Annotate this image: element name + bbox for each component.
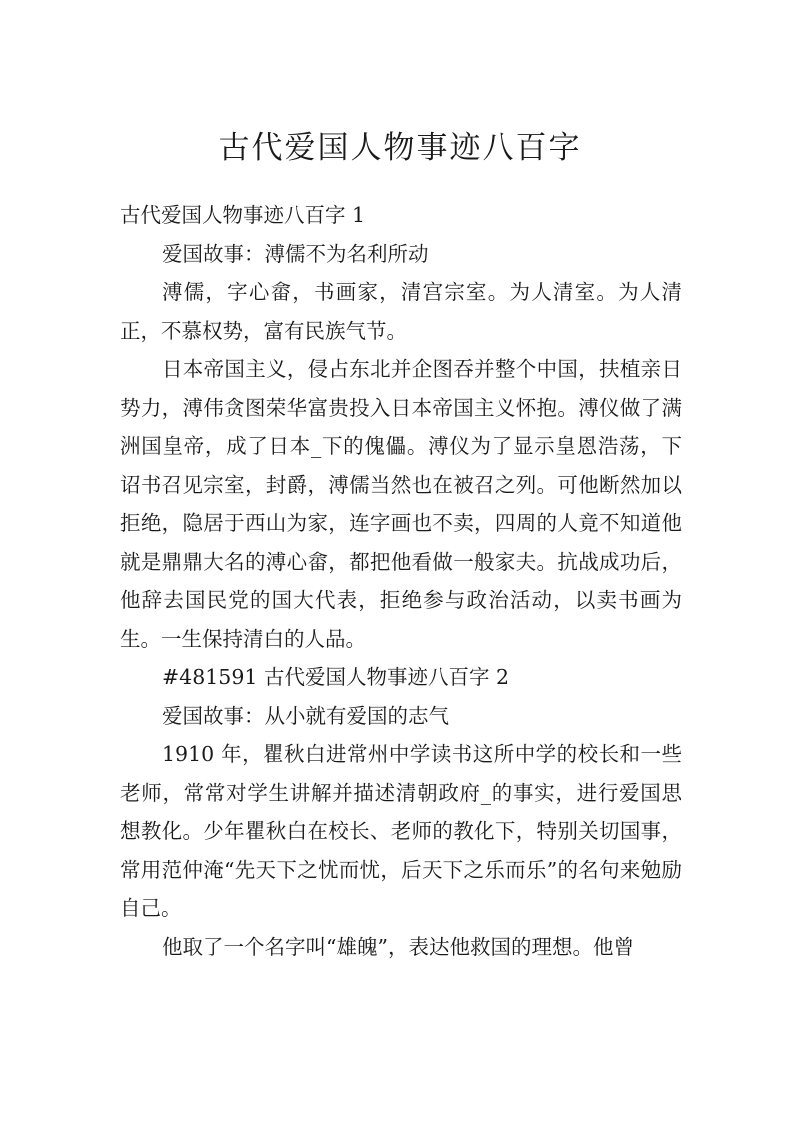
section-heading-2: #481591 古代爱国人物事迹八百字 2 [162,665,510,689]
story-subtitle-1: 爱国故事：溥儒不为名利所动 [162,241,429,266]
paragraph-2: 日本帝国主义，侵占东北并企图吞并整个中国，扶植亲日势力，溥伟贪图荣华富贵投入日本帝国主义怀抱。溥仪做了满洲国皇帝，成了日本_下的傀儡。溥仪为了显示皇恩浩荡，下诏书召见宗室，封爵，溥儒当然也在被召之列。可他断然加以拒绝，隐居于西山为家，连字画也不卖，四周的人竟不知道他就是鼎鼎大名的溥心畲，都把他看做一般家夫。抗战成功后，他辞去国民党的国大代表，拒绝参与政治活动，以卖书画为生。一生保持清白的人品。 [120,357,682,651]
paragraph-1: 溥儒，字心畲，书画家，清宫宗室。为人清室。为人清正，不慕权势，富有民族气节。 [120,280,682,343]
paragraph-4: 他取了一个名字叫“雄魄”，表达他救国的理想。他曾 [162,934,634,959]
section-heading-1: 古代爱国人物事迹八百字 1 [120,203,366,227]
story-subtitle-2: 爱国故事：从小就有爱国的志气 [162,703,449,728]
document-body [120,196,682,966]
document-title: 古代爱国人物事迹八百字 [218,130,582,166]
paragraph-3: 1910 年，瞿秋白进常州中学读书这所中学的校长和一些老师，常常对学生讲解并描述清朝政府_的事实，进行爱国思想教化。少年瞿秋白在校长、老师的教化下，特别关切国事，常用范仲淹“先天下之忧而忧，后天下之乐而乐”的名句来勉励自己。 [120,742,682,920]
